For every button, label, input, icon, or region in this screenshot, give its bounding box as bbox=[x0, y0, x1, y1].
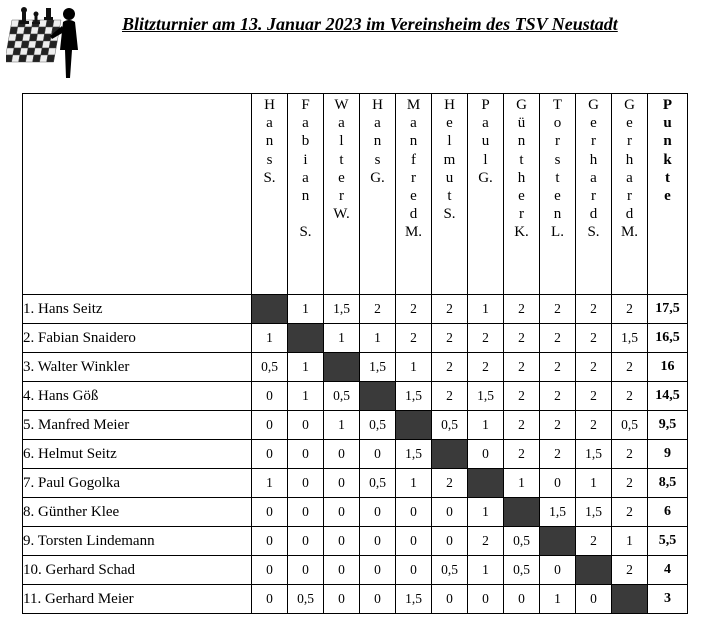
score-cell: 2 bbox=[468, 527, 504, 556]
header-letter: u bbox=[445, 169, 454, 186]
header-letter: a bbox=[266, 115, 273, 132]
player-column-header bbox=[432, 94, 468, 295]
score-cell: 2 bbox=[612, 498, 648, 527]
score-cell: 0 bbox=[540, 556, 576, 585]
score-cell: 1 bbox=[324, 324, 360, 353]
header-letter: ü bbox=[517, 115, 526, 132]
header-letter: S. bbox=[299, 224, 312, 241]
header-letter: H bbox=[372, 97, 383, 113]
score-cell: 1,5 bbox=[468, 382, 504, 411]
total-points: 14,5 bbox=[648, 382, 688, 411]
header-letter: a bbox=[374, 115, 381, 132]
score-cell: 0 bbox=[360, 585, 396, 614]
header-letter: s bbox=[554, 151, 561, 168]
score-cell: 2 bbox=[576, 295, 612, 324]
header-letter: a bbox=[590, 169, 597, 186]
header-letter: W bbox=[334, 97, 349, 113]
total-points: 8,5 bbox=[648, 469, 688, 498]
header-letter: m bbox=[443, 151, 456, 168]
score-cell: 2 bbox=[612, 469, 648, 498]
header-letter: G. bbox=[478, 169, 493, 186]
diagonal-cell bbox=[360, 382, 396, 411]
score-cell: 0,5 bbox=[504, 556, 540, 585]
player-name: 6. Helmut Seitz bbox=[23, 440, 252, 469]
score-cell: 2 bbox=[540, 324, 576, 353]
diagonal-cell bbox=[576, 556, 612, 585]
score-cell: 0 bbox=[288, 556, 324, 585]
header-letter: t bbox=[555, 169, 560, 186]
score-cell: 1,5 bbox=[612, 324, 648, 353]
score-cell: 2 bbox=[432, 469, 468, 498]
score-cell: 1,5 bbox=[540, 498, 576, 527]
player-name: 11. Gerhard Meier bbox=[23, 585, 252, 614]
header-letter: a bbox=[302, 169, 309, 186]
header-letter: H bbox=[444, 97, 455, 113]
player-column-header bbox=[612, 94, 648, 295]
player-name: 7. Paul Gogolka bbox=[23, 469, 252, 498]
score-cell: 2 bbox=[576, 527, 612, 556]
score-cell: 1 bbox=[540, 585, 576, 614]
header-letter: e bbox=[626, 115, 633, 132]
score-cell: 0 bbox=[324, 527, 360, 556]
header-letter: o bbox=[553, 115, 562, 132]
header-letter: k bbox=[663, 151, 672, 168]
score-cell: 2 bbox=[432, 353, 468, 382]
header-letter: n bbox=[517, 133, 526, 150]
header-letter: a bbox=[302, 115, 309, 132]
total-points: 5,5 bbox=[648, 527, 688, 556]
header-letter: e bbox=[446, 115, 453, 132]
header-letter: d bbox=[589, 206, 598, 223]
score-cell: 0 bbox=[396, 527, 432, 556]
header-letter: u bbox=[481, 133, 490, 150]
table-row bbox=[23, 556, 688, 585]
header-letter: F bbox=[301, 97, 310, 113]
score-cell: 0 bbox=[432, 585, 468, 614]
total-points: 3 bbox=[648, 585, 688, 614]
header-letter: l bbox=[447, 133, 452, 150]
score-cell: 2 bbox=[504, 440, 540, 469]
header-letter: H bbox=[264, 97, 275, 113]
score-cell: 2 bbox=[504, 295, 540, 324]
score-cell: 1 bbox=[504, 469, 540, 498]
score-cell: 0 bbox=[324, 498, 360, 527]
score-cell: 0 bbox=[288, 411, 324, 440]
header-letter: e bbox=[554, 187, 561, 204]
player-column-header bbox=[504, 94, 540, 295]
points-column-header bbox=[648, 94, 688, 295]
score-cell: 0 bbox=[288, 440, 324, 469]
header-letter: n bbox=[373, 133, 382, 150]
header-letter: M bbox=[406, 97, 421, 113]
table-row bbox=[23, 527, 688, 556]
header-letter: P bbox=[662, 97, 673, 113]
total-points: 16,5 bbox=[648, 324, 688, 353]
score-cell: 0 bbox=[396, 498, 432, 527]
header-letter: s bbox=[266, 151, 273, 168]
player-column-header bbox=[324, 94, 360, 295]
header-letter: b bbox=[301, 133, 310, 150]
header-letter: K. bbox=[514, 224, 529, 241]
table-row bbox=[23, 411, 688, 440]
table-row bbox=[23, 382, 688, 411]
score-cell: 0 bbox=[252, 585, 288, 614]
header-letter: r bbox=[411, 169, 416, 186]
score-cell: 1 bbox=[252, 324, 288, 353]
total-points: 9,5 bbox=[648, 411, 688, 440]
header-letter: h bbox=[625, 151, 634, 168]
header-letter: a bbox=[482, 115, 489, 132]
total-points: 17,5 bbox=[648, 295, 688, 324]
score-cell: 2 bbox=[576, 411, 612, 440]
score-cell: 2 bbox=[576, 353, 612, 382]
header-letter: P bbox=[481, 97, 490, 113]
header-letter: u bbox=[663, 115, 672, 132]
score-cell: 2 bbox=[576, 324, 612, 353]
header-letter: n bbox=[409, 133, 418, 150]
player-name: 3. Walter Winkler bbox=[23, 353, 252, 382]
score-cell: 0 bbox=[432, 527, 468, 556]
player-name: 9. Torsten Lindemann bbox=[23, 527, 252, 556]
table-row bbox=[23, 498, 688, 527]
header-letter: e bbox=[590, 115, 597, 132]
score-cell: 0 bbox=[396, 556, 432, 585]
score-cell: 0 bbox=[324, 469, 360, 498]
table-row bbox=[23, 324, 688, 353]
score-cell: 1,5 bbox=[324, 295, 360, 324]
score-cell: 1 bbox=[468, 498, 504, 527]
header-letter: W. bbox=[333, 206, 350, 223]
score-cell: 0 bbox=[252, 498, 288, 527]
score-cell: 1,5 bbox=[396, 382, 432, 411]
diagonal-cell bbox=[540, 527, 576, 556]
score-cell: 0,5 bbox=[360, 411, 396, 440]
score-cell: 0 bbox=[468, 585, 504, 614]
table-row bbox=[23, 585, 688, 614]
player-column-header bbox=[396, 94, 432, 295]
header-letter: d bbox=[625, 206, 634, 223]
header-letter: r bbox=[339, 187, 344, 204]
name-column-header bbox=[23, 94, 252, 295]
score-cell: 2 bbox=[468, 324, 504, 353]
tournament-crosstable bbox=[22, 93, 688, 614]
score-cell: 0 bbox=[252, 440, 288, 469]
score-cell: 1 bbox=[468, 411, 504, 440]
player-column-header bbox=[576, 94, 612, 295]
score-cell: 0 bbox=[576, 585, 612, 614]
score-cell: 1,5 bbox=[396, 585, 432, 614]
score-cell: 2 bbox=[432, 382, 468, 411]
table-row bbox=[23, 295, 688, 324]
chess-player-logo-icon bbox=[6, 2, 86, 82]
header-letter: t bbox=[519, 151, 524, 168]
score-cell: 2 bbox=[612, 382, 648, 411]
player-name: 8. Günther Klee bbox=[23, 498, 252, 527]
header-letter: r bbox=[627, 187, 632, 204]
header-letter: i bbox=[303, 151, 308, 168]
player-column-header bbox=[468, 94, 504, 295]
header-letter: S. bbox=[443, 206, 456, 223]
header-letter: r bbox=[555, 133, 560, 150]
score-cell: 2 bbox=[504, 382, 540, 411]
header-letter: s bbox=[374, 151, 381, 168]
header-letter: t bbox=[339, 151, 344, 168]
header-letter: l bbox=[483, 151, 488, 168]
table-row bbox=[23, 440, 688, 469]
header-letter: h bbox=[517, 169, 526, 186]
diagonal-cell bbox=[396, 411, 432, 440]
score-cell: 0 bbox=[360, 556, 396, 585]
header-letter: L. bbox=[551, 224, 564, 241]
diagonal-cell bbox=[612, 585, 648, 614]
table-row bbox=[23, 469, 688, 498]
diagonal-cell bbox=[252, 295, 288, 324]
score-cell: 2 bbox=[612, 440, 648, 469]
score-cell: 1,5 bbox=[576, 498, 612, 527]
header-letter: n bbox=[663, 133, 672, 150]
score-cell: 2 bbox=[540, 382, 576, 411]
score-cell: 0,5 bbox=[432, 411, 468, 440]
header-letter: M. bbox=[620, 224, 639, 241]
score-cell: 2 bbox=[540, 411, 576, 440]
score-cell: 1,5 bbox=[396, 440, 432, 469]
score-cell: 2 bbox=[432, 324, 468, 353]
score-cell: 0,5 bbox=[252, 353, 288, 382]
player-column-header bbox=[252, 94, 288, 295]
header-letter: l bbox=[339, 133, 344, 150]
score-cell: 0 bbox=[324, 585, 360, 614]
diagonal-cell bbox=[288, 324, 324, 353]
score-cell: 0 bbox=[360, 498, 396, 527]
header-letter: a bbox=[410, 115, 417, 132]
header-letter: a bbox=[338, 115, 345, 132]
header-letter: T bbox=[552, 97, 563, 113]
score-cell: 1 bbox=[324, 411, 360, 440]
player-column-header bbox=[360, 94, 396, 295]
score-cell: 0 bbox=[288, 527, 324, 556]
header-letter: t bbox=[447, 187, 452, 204]
header-letter: G bbox=[624, 97, 635, 113]
score-cell: 0 bbox=[288, 469, 324, 498]
player-name: 4. Hans Göß bbox=[23, 382, 252, 411]
score-cell: 2 bbox=[468, 353, 504, 382]
score-cell: 2 bbox=[396, 324, 432, 353]
header-letter: r bbox=[591, 187, 596, 204]
header-letter: h bbox=[589, 151, 598, 168]
score-cell: 0,5 bbox=[612, 411, 648, 440]
player-column-header bbox=[540, 94, 576, 295]
header-letter: G bbox=[516, 97, 527, 113]
player-name: 5. Manfred Meier bbox=[23, 411, 252, 440]
score-cell: 0 bbox=[324, 440, 360, 469]
header-letter: a bbox=[626, 169, 633, 186]
score-cell: 1 bbox=[288, 353, 324, 382]
score-cell: 1 bbox=[288, 382, 324, 411]
score-cell: 1 bbox=[396, 469, 432, 498]
score-cell: 1 bbox=[288, 295, 324, 324]
score-cell: 2 bbox=[540, 295, 576, 324]
score-cell: 2 bbox=[540, 353, 576, 382]
score-cell: 1 bbox=[576, 469, 612, 498]
header-letter: t bbox=[665, 169, 670, 186]
header-letter: n bbox=[553, 206, 562, 223]
score-cell: 0 bbox=[252, 527, 288, 556]
score-cell: 0 bbox=[360, 527, 396, 556]
diagonal-cell bbox=[324, 353, 360, 382]
score-cell: 1 bbox=[360, 324, 396, 353]
score-cell: 0,5 bbox=[432, 556, 468, 585]
score-cell: 2 bbox=[360, 295, 396, 324]
header-letter: d bbox=[409, 206, 418, 223]
diagonal-cell bbox=[468, 469, 504, 498]
header-letter: e bbox=[338, 169, 345, 186]
score-cell: 0 bbox=[504, 585, 540, 614]
score-cell: 1 bbox=[468, 295, 504, 324]
total-points: 16 bbox=[648, 353, 688, 382]
header-letter: f bbox=[411, 151, 416, 168]
header-row bbox=[23, 94, 688, 295]
score-cell: 2 bbox=[432, 295, 468, 324]
score-cell: 1 bbox=[612, 527, 648, 556]
header-letter: S. bbox=[263, 169, 276, 186]
table-row bbox=[23, 353, 688, 382]
header-letter: r bbox=[591, 133, 596, 150]
score-cell: 2 bbox=[612, 295, 648, 324]
score-cell: 1 bbox=[252, 469, 288, 498]
diagonal-cell bbox=[504, 498, 540, 527]
score-cell: 2 bbox=[504, 353, 540, 382]
score-cell: 0,5 bbox=[288, 585, 324, 614]
header-letter: r bbox=[519, 206, 524, 223]
score-cell: 1,5 bbox=[360, 353, 396, 382]
score-cell: 2 bbox=[504, 411, 540, 440]
header-letter: r bbox=[627, 133, 632, 150]
score-cell: 1,5 bbox=[576, 440, 612, 469]
score-cell: 0 bbox=[432, 498, 468, 527]
score-cell: 0 bbox=[252, 411, 288, 440]
score-cell: 0 bbox=[252, 382, 288, 411]
score-cell: 0,5 bbox=[360, 469, 396, 498]
score-cell: 1 bbox=[468, 556, 504, 585]
score-cell: 0,5 bbox=[324, 382, 360, 411]
total-points: 9 bbox=[648, 440, 688, 469]
header-letter: e bbox=[518, 187, 525, 204]
score-cell: 2 bbox=[540, 440, 576, 469]
score-cell: 2 bbox=[396, 295, 432, 324]
score-cell: 0 bbox=[360, 440, 396, 469]
score-cell: 2 bbox=[612, 353, 648, 382]
player-column-header bbox=[288, 94, 324, 295]
header-letter: G. bbox=[370, 169, 385, 186]
header-letter: e bbox=[664, 187, 671, 204]
score-cell: 2 bbox=[504, 324, 540, 353]
score-cell: 2 bbox=[612, 556, 648, 585]
player-name: 10. Gerhard Schad bbox=[23, 556, 252, 585]
header-letter: S. bbox=[587, 224, 600, 241]
score-cell: 0 bbox=[540, 469, 576, 498]
score-cell: 0,5 bbox=[504, 527, 540, 556]
total-points: 6 bbox=[648, 498, 688, 527]
score-cell: 2 bbox=[576, 382, 612, 411]
header-letter: n bbox=[265, 133, 274, 150]
score-cell: 1 bbox=[396, 353, 432, 382]
score-cell: 0 bbox=[288, 498, 324, 527]
player-name: 1. Hans Seitz bbox=[23, 295, 252, 324]
score-cell: 0 bbox=[324, 556, 360, 585]
header-letter: G bbox=[588, 97, 599, 113]
diagonal-cell bbox=[432, 440, 468, 469]
page-title: Blitzturnier am 13. Januar 2023 im Vereinsheim des TSV Neustadt bbox=[122, 14, 618, 34]
header-letter: e bbox=[410, 187, 417, 204]
header-letter: M. bbox=[404, 224, 423, 241]
header-letter: n bbox=[301, 187, 310, 204]
score-cell: 0 bbox=[252, 556, 288, 585]
score-cell: 0 bbox=[468, 440, 504, 469]
total-points: 4 bbox=[648, 556, 688, 585]
player-name: 2. Fabian Snaidero bbox=[23, 324, 252, 353]
